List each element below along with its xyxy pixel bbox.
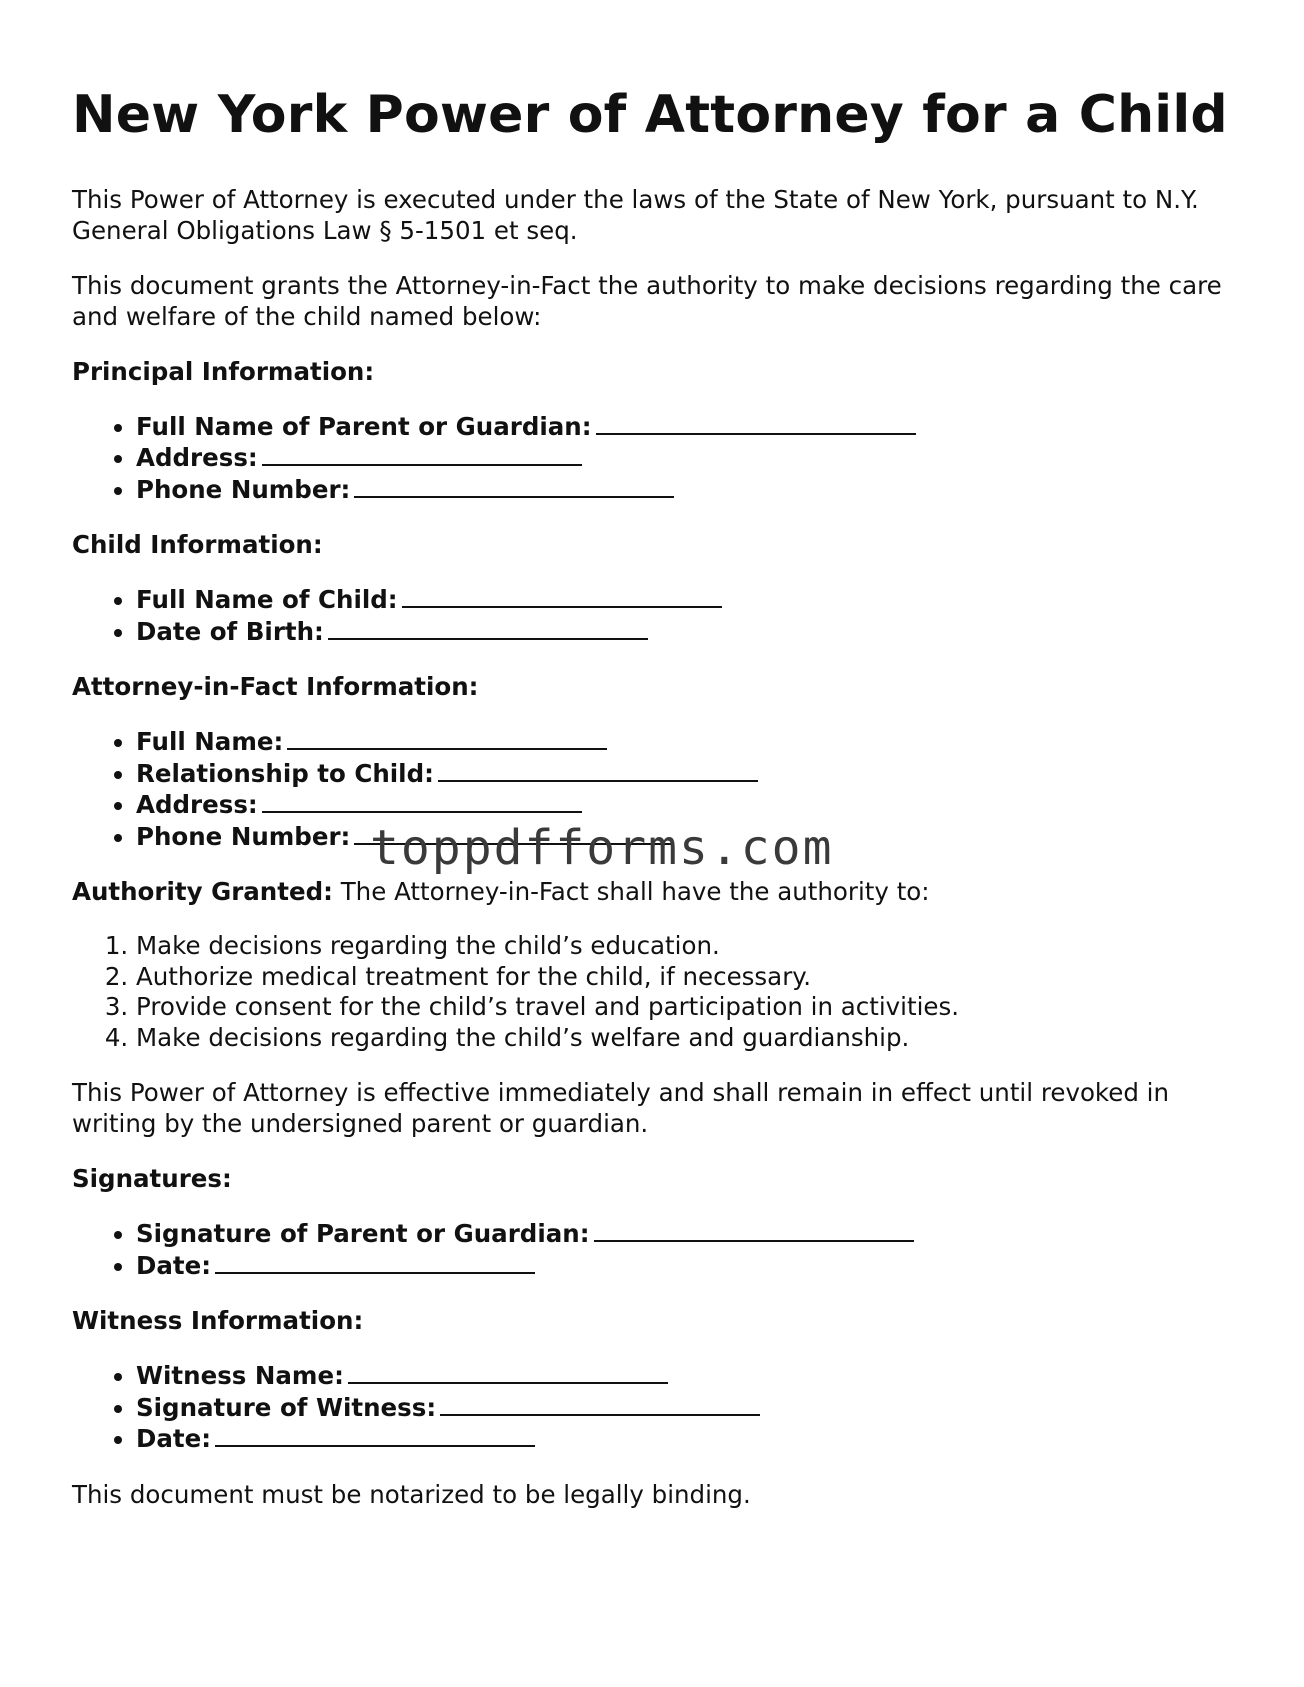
authority-item: 2. Authorize medical treatment for the child, if necessary. (136, 962, 1232, 993)
document-page (72, 86, 1232, 1534)
field-label: Signature of Parent or Guardian: (136, 1219, 590, 1249)
field-label: Date of Birth: (136, 616, 324, 646)
field-label: Full Name of Parent or Guardian: (136, 411, 592, 441)
child-field-list (72, 584, 1232, 647)
blank-line[interactable] (594, 1218, 914, 1242)
field-label: Full Name of Child: (136, 585, 398, 615)
blank-line[interactable] (348, 1360, 668, 1384)
principal-address-field (136, 442, 1232, 474)
intro-paragraph-2: This document grants the Attorney-in-Fact the authority to make decisions regarding the care and welfare of the child named below: (72, 270, 1222, 331)
witness-signature-field (136, 1392, 1232, 1424)
authority-heading: Authority Granted: (72, 877, 333, 907)
field-label: Phone Number: (136, 821, 351, 851)
witness-name-field (136, 1360, 1232, 1392)
field-label: Relationship to Child: (136, 758, 434, 788)
page-title: New York Power of Attorney for a Child (72, 85, 1228, 145)
child-name-field (136, 584, 1232, 616)
blank-line[interactable] (438, 758, 758, 782)
blank-line[interactable] (215, 1423, 535, 1447)
child-dob-field (136, 616, 1232, 648)
authority-item: 4. Make decisions regarding the child’s welfare and guardianship. (136, 1023, 1232, 1054)
blank-line[interactable] (328, 616, 648, 640)
authority-paragraph (72, 876, 1232, 907)
blank-line[interactable] (215, 1250, 535, 1274)
blank-line[interactable] (262, 789, 582, 813)
attorney-address-field (136, 789, 1232, 821)
blank-line[interactable] (440, 1392, 760, 1416)
field-label: Address: (136, 443, 258, 473)
principal-phone-field (136, 474, 1232, 506)
field-label: Phone Number: (136, 474, 351, 504)
signatures-field-list (72, 1218, 1232, 1281)
principal-heading: Principal Information: (72, 356, 375, 386)
blank-line[interactable] (596, 411, 916, 435)
notary-note: This document must be notarized to be legally binding. (72, 1479, 751, 1509)
authority-item: 3. Provide consent for the child’s travel and participation in activities. (136, 992, 1232, 1023)
field-label: Address: (136, 790, 258, 820)
authority-item: 1. Make decisions regarding the child’s education. (136, 931, 1232, 962)
field-label: Date: (136, 1250, 211, 1280)
child-heading: Child Information: (72, 530, 323, 560)
witness-date-field (136, 1423, 1232, 1455)
signatures-heading: Signatures: (72, 1164, 232, 1194)
blank-line[interactable] (262, 442, 582, 466)
attorney-relationship-field (136, 758, 1232, 790)
principal-name-field (136, 411, 1232, 443)
blank-line[interactable] (287, 726, 607, 750)
field-label: Witness Name: (136, 1361, 344, 1391)
blank-line[interactable] (354, 474, 674, 498)
attorney-heading: Attorney-in-Fact Information: (72, 672, 479, 702)
principal-field-list (72, 411, 1232, 506)
authority-lead: The Attorney-in-Fact shall have the authority to: (340, 877, 930, 907)
intro-paragraph-1: This Power of Attorney is executed under the laws of the State of New York, pursuant to N.Y. General Obligations Law § 5-1501 et seq. (72, 184, 1199, 245)
watermark: toppdfforms.com (370, 820, 834, 876)
field-label: Full Name: (136, 727, 284, 757)
field-label: Signature of Witness: (136, 1392, 437, 1422)
effective-paragraph: This Power of Attorney is effective immediately and shall remain in effect until revoked in writing by the undersigned parent or guardian. (72, 1078, 1169, 1139)
signature-date-field (136, 1250, 1232, 1282)
parent-signature-field (136, 1218, 1232, 1250)
authority-list (72, 931, 1232, 1053)
witness-field-list (72, 1360, 1232, 1455)
witness-heading: Witness Information: (72, 1306, 364, 1336)
field-label: Date: (136, 1424, 211, 1454)
attorney-name-field (136, 726, 1232, 758)
blank-line[interactable] (402, 584, 722, 608)
